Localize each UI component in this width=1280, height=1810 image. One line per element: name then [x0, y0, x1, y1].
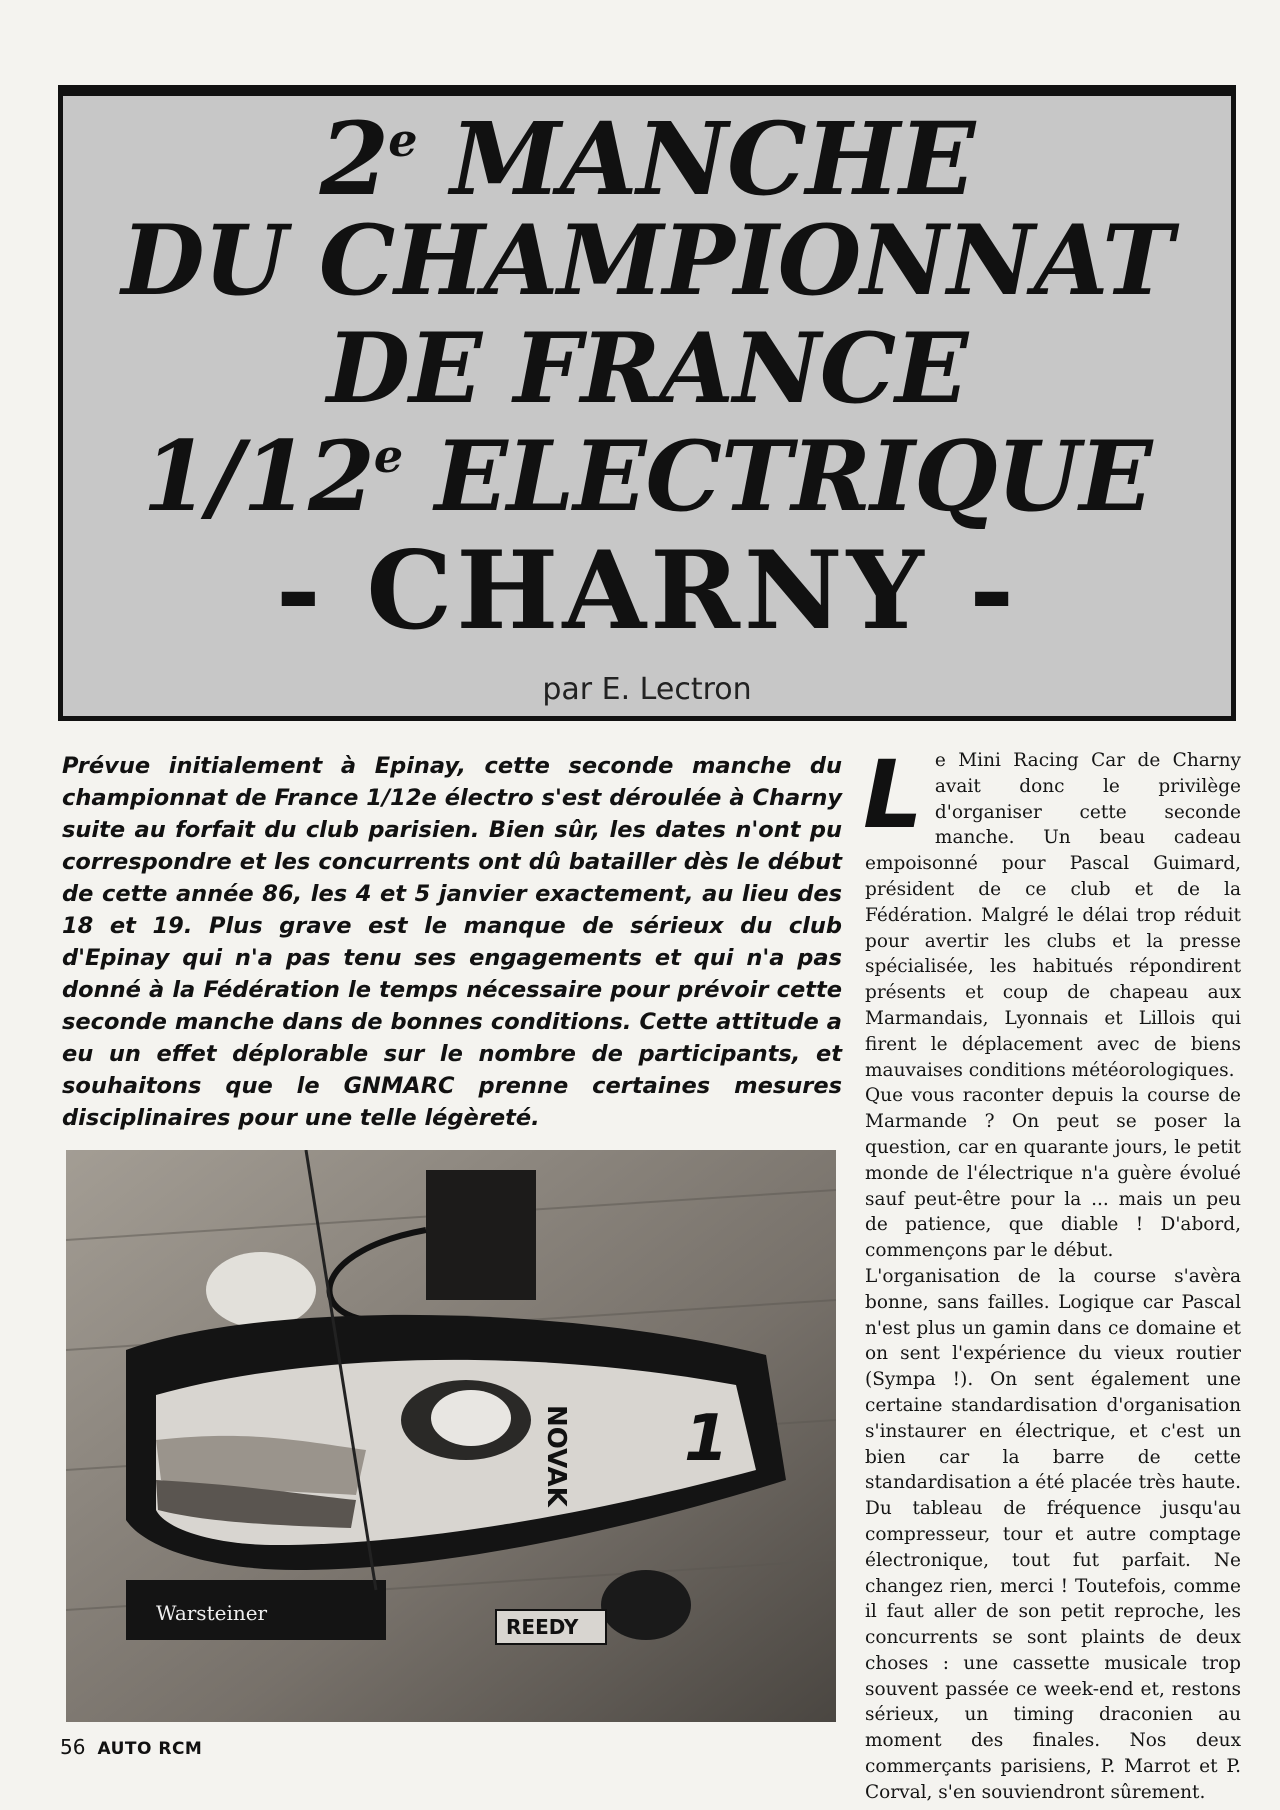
- intro-paragraph: Prévue initialement à Epinay, cette seconde manche du championnat de France 1/12e électro s'est déroulée à Charny suite au forfait du club parisien. Bien sûr, les dates n'ont pu correspondre et les concurrents ont dû batailler dès le début de cette année 86, les 4 et 5 janvier exactement, au lieu des 18 et 19. Plus grave est le manque de sérieux du club d'Epinay qui n'a pas tenu ses engagements et qui n'a pas donné à la Fédération le temps nécessaire pour prévoir cette seconde manche dans de bonnes conditions. Cette attitude a eu un effet déplorable sur le nombre de participants, et souhaitons que le GNMARC prenne certaines mesures disciplinaires pour une telle légèreté.: [62, 753, 842, 1131]
- title-location: - CHARNY -: [275, 528, 1019, 654]
- magazine-name: AUTO RCM: [97, 1739, 203, 1759]
- reedy-decal: REEDY: [506, 1615, 579, 1639]
- novak-decal: NOVAK: [541, 1405, 571, 1507]
- warsteiner-decal: Warsteiner: [156, 1601, 268, 1625]
- byline: par E. Lectron: [542, 672, 752, 707]
- race-car-illustration: [66, 1150, 836, 1722]
- drop-cap: L: [863, 741, 923, 850]
- title-box: [58, 85, 1236, 721]
- title-line-3: DE FRANCE: [326, 312, 968, 425]
- body-paragraph-3: L'organisation de la course s'avèra bonne, sans failles. Logique car Pascal n'est plus un gamin dans ce domaine et on sent l'expérience du vieux routier (Sympa !). On sent également une certaine standardisation d'organisation s'instaurer en électrique, et c'est un bien car la barre de cette standardisation a été placée très haute. Du tableau de fréquence jusqu'au compresseur, tour et autre comptage électronique, tout fut parfait. Ne changez rien, merci ! Toutefois, comme il faut aller de son petit reproche, les concurrents se sont plaints de deux choses : une cassette musicale trop souvent passée ce week-end et, restons sérieux, un timing draconien au moment des finales. Nos deux commerçants parisiens, P. Marrot et P. Corval, s'en souviendront sûrement.: [865, 1265, 1241, 1803]
- body-paragraph-2: Que vous raconter depuis la course de Marmande ? On peut se poser la question, car en quarante jours, le petit monde de l'électrique n'a guère évolué sauf peut-être pour la ... mais un peu de patience, que diable ! D'abord, commençons par le début.: [865, 1085, 1241, 1262]
- body-column: [863, 741, 1241, 1806]
- page-number: 56: [60, 1735, 86, 1759]
- page-footer: [60, 1735, 202, 1759]
- race-car-photo: [66, 1150, 836, 1722]
- car-number-decal: 1: [684, 1402, 729, 1476]
- title-line-2: DU CHAMPIONNAT: [121, 204, 1173, 317]
- title-line-1: 2e MANCHE: [319, 100, 975, 218]
- title-line-4: 1/12e ELECTRIQUE: [142, 420, 1152, 533]
- body-paragraph-1: e Mini Racing Car de Charny avait donc le privilège d'organiser cette seconde manche. Un beau cadeau empoisonné pour Pascal Guimard, président de ce club et de la Fédération. Malgré le délai trop réduit pour avertir les clubs et la presse spécialisée, les habitués répondirent présents et coup de chapeau aux Marmandais, Lyonnais et Lillois qui firent le déplacement avec de biens mauvaises conditions météorologiques.: [865, 750, 1241, 1081]
